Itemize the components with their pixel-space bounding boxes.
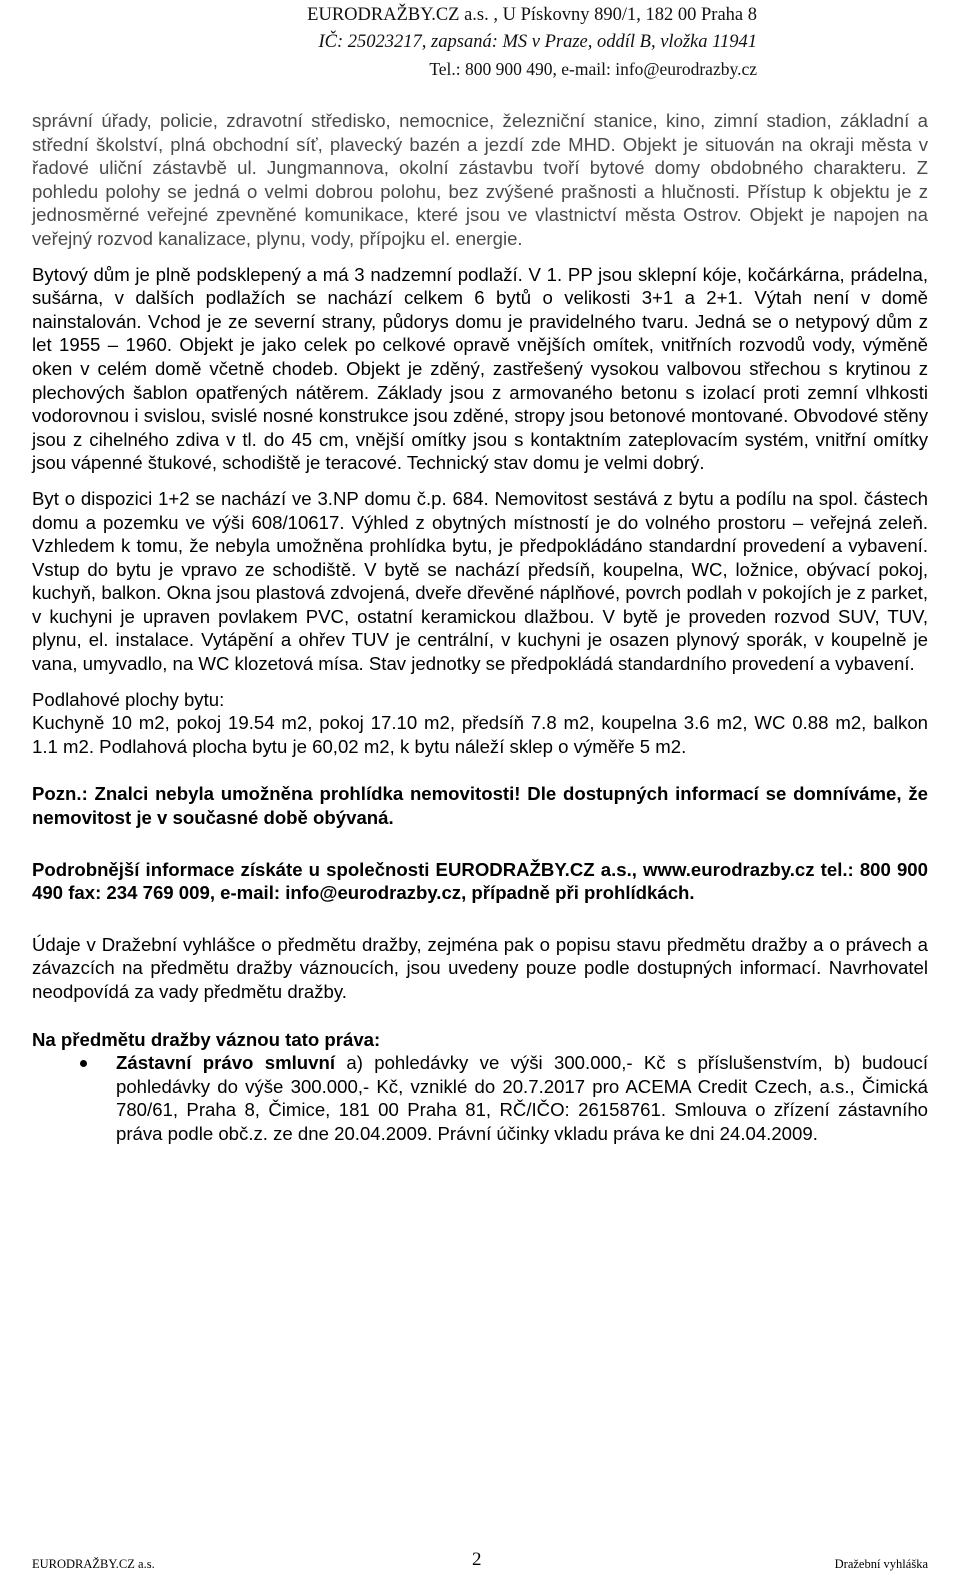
flat-description: Byt o dispozici 1+2 se nachází ve 3.NP domu č.p. 684. Nemovitost sestává z bytu a podílu na spol. částech domu a pozemku ve výši 608/10617. Výhled z obytných místností je do volného prostoru – veřejná zeleň. Vzhledem k tomu, že nebyla umožněna prohlídka bytu, je předpokládáno standardní provedení a vybavení. Vstup do bytu je vpravo ze schodiště. V bytě se nachází předsíň, koupelna, WC, ložnice, obývací pokoj, kuchyň, balkon. Okna jsou plastová zdvojená, dveře dřevěné náplňové, povrch podlah v pokojích je z parket, v kuchyni je upraven povlakem PVC, ostatní keramickou dlažbou. V bytě je proveden rozvod SUV, TUV, plynu, el. instalace. Vytápění a ohřev TUV je centrální, v kuchyni je osazen plynový sporák, v koupelně je vana, umyvadlo, na WC klozetová mísa. Stav jednotky se předpokládá standardního provedení a vybavení. — [32, 487, 928, 675]
document-body — [32, 109, 928, 1146]
rights-list — [32, 1051, 928, 1145]
list-item — [32, 1051, 928, 1145]
contact-information: Podrobnější informace získáte u společnosti EURODRAŽBY.CZ a.s., www.eurodrazby.cz tel.: 800 900 490 fax: 234 769 009, e-mail: info@eurodrazby.cz, případně při prohlídkách. — [32, 858, 928, 904]
building-description: Bytový dům je plně podsklepený a má 3 nadzemní podlaží. V 1. PP jsou sklepní kóje, kočárkárna, prádelna, sušárna, v dalších podlažích se nachází celkem 6 bytů o velikosti 3+1 a 2+1. Výtah není v domě nainstalován. Vchod je ze severní strany, půdorys domu je pravidelného tvaru. Jedná se o netypový dům z let 1955 – 1960. Objekt je jako celek po celkové opravě vnějších omítek, vnitřních rozvodů vody, výměně oken v celém domě včetně chodeb. Objekt je zděný, zastřešený vysokou valbovou střechou s krytinou z plechových šablon opatřených nátěrem. Základy jsou z armovaného betonu s izolací proti zemní vlhkosti vodorovnou i svislou, svislé nosné konstrukce jsou zděné, stropy jsou betonové montované. Obvodové stěny jsou z cihelného zdiva v tl. do 45 cm, vnější omítky jsou s kontaktním zateplovacím systém, vnitřní omítky jsou vápenné štukové, schodiště je teracové. Technický stav domu je velmi dobrý. — [32, 263, 928, 474]
footer-company: EURODRAŽBY.CZ a.s. — [32, 1557, 155, 1571]
rights-heading: Na předmětu dražby váznou tato práva: — [32, 1028, 381, 1050]
header-registration: IČ: 25023217, zapsaná: MS v Praze, oddíl B, vložka 11941 — [318, 32, 757, 52]
header-company-address: EURODRAŽBY.CZ a.s. , U Pískovny 890/1, 182 00 Praha 8 — [307, 5, 757, 25]
floor-area-heading: Podlahové plochy bytu: — [32, 688, 225, 710]
right-text: a) pohledávky ve výši 300.000,- Kč s příslušenstvím, b) budoucí pohledávky do výše 300.000,- Kč, vzniklé do 20.7.2017 pro ACEMA Credit Czech, a.s., Čimická 780/61, Praha 8, Čimice, 181 00 Praha 81, RČ/IČO: 26158761. Smlouva o zřízení zástavního práva podle obč.z. ze dne 20.04.2009. Právní účinky vkladu práva ke dni 24.04.2009. — [116, 1052, 929, 1144]
bullet-icon — [80, 1060, 87, 1067]
header-contact: Tel.: 800 900 490, e-mail: info@eurodrazby.cz — [429, 59, 757, 79]
inspection-note: Pozn.: Znalci nebyla umožněna prohlídka nemovitosti! Dle dostupných informací se domníváme, že nemovitost je v současné době obývaná. — [32, 783, 928, 829]
floor-area-text: Kuchyně 10 m2, pokoj 19.54 m2, pokoj 17.10 m2, předsíň 7.8 m2, koupelna 3.6 m2, WC 0.88 m2, balkon 1.1 m2. Podlahová plocha bytu je 60,02 m2, k bytu náleží sklep o výměře 5 m2. — [32, 712, 928, 757]
disclaimer-paragraph: Údaje v Dražební vyhlášce o předmětu dražby, zejména pak o popisu stavu předmětu dražby a o právech a závazcích na předmětu dražby váznoucích, jsou uvedeny pouze podle dostupných informací. Navrhovatel neodpovídá za vady předmětu dražby. — [32, 933, 928, 1002]
right-title: Zástavní právo smluvní — [116, 1052, 336, 1074]
page-header — [0, 2, 960, 88]
footer-document-title: Dražební vyhláška — [834, 1557, 928, 1571]
location-paragraph: správní úřady, policie, zdravotní středisko, nemocnice, železniční stanice, kino, zimní stadion, základní a střední školství, plná obchodní síť, plavecký bazén a jezdí zde MHD. Objekt je situován na okraji města v řadové uliční zástavbě ul. Jungmannova, okolní zástavbu tvoří bytové domy obdobného charakteru. Z pohledu polohy se jedná o velmi dobrou polohu, bez zvýšené prašnosti a hlučnosti. Přístup k objektu je z jednosměrné veřejné zpevněné komunikace, které jsou ve vlastnictví města Ostrov. Objekt je napojen na veřejný rozvod kanalizace, plynu, vody, přípojku el. energie. — [32, 110, 928, 249]
page-footer — [0, 1545, 960, 1581]
page-number: 2 — [472, 1549, 482, 1570]
